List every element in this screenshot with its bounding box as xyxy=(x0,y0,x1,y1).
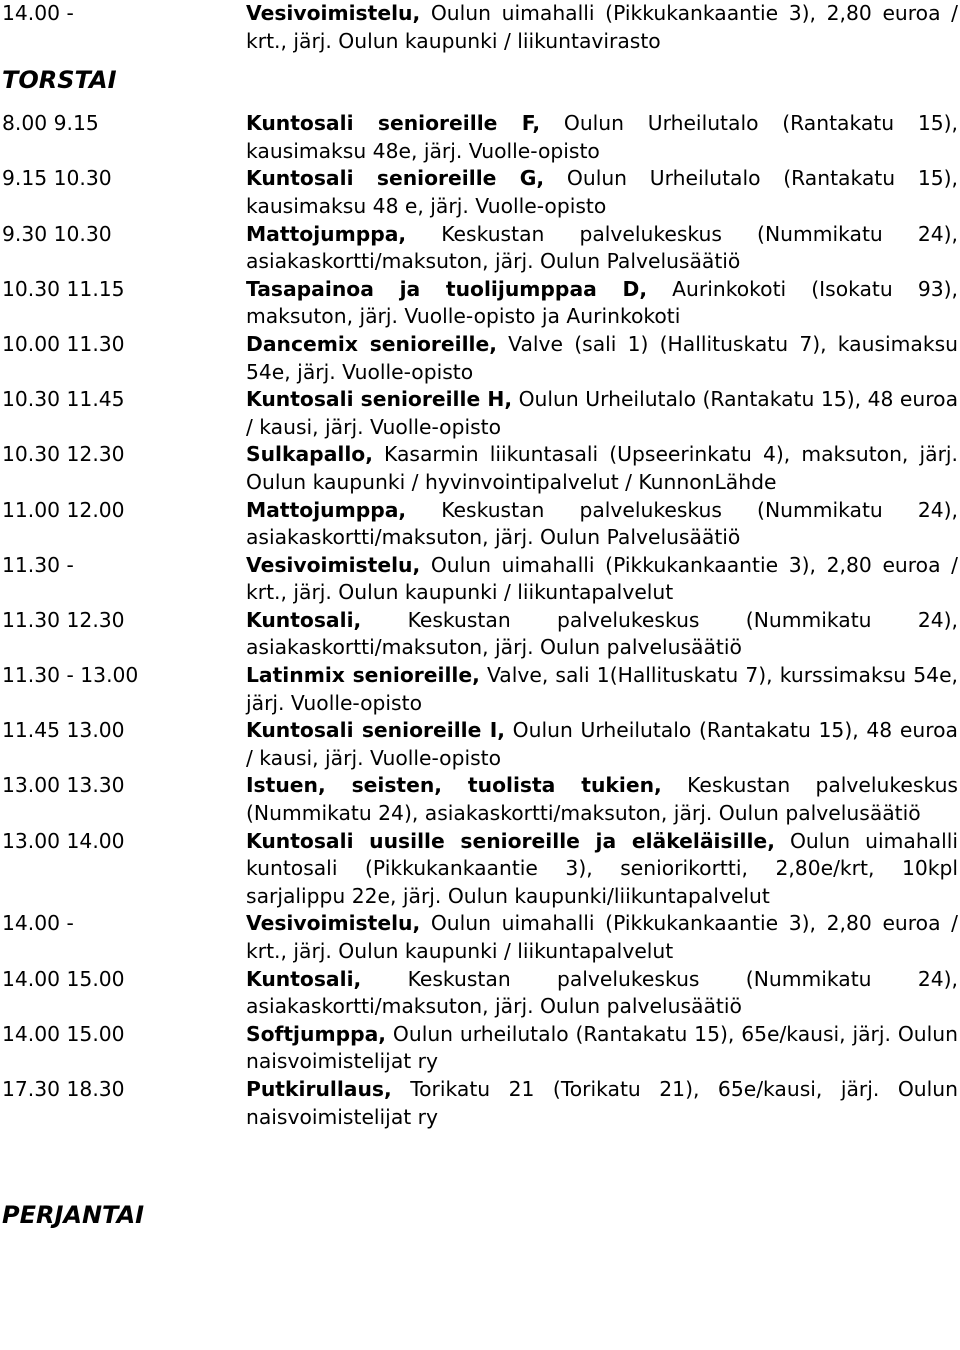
entry-activity: Putkirullaus, xyxy=(246,1076,392,1101)
entry-time: 10.30 12.30 xyxy=(2,442,125,467)
schedule-entry xyxy=(2,110,958,165)
entry-time: 17.30 18.30 xyxy=(2,1076,125,1101)
entry-description xyxy=(246,0,958,55)
entry-description xyxy=(246,221,958,276)
schedule-entry xyxy=(2,966,958,1021)
schedule-entry xyxy=(2,441,958,496)
schedule-entry xyxy=(2,910,958,965)
entry-time: 11.30 - 13.00 xyxy=(2,663,139,688)
entry-description xyxy=(246,497,958,552)
entry-time: 13.00 13.30 xyxy=(2,773,125,798)
entry-time: 14.00 15.00 xyxy=(2,1021,125,1046)
entry-time: 9.30 10.30 xyxy=(2,221,112,246)
entry-detail: Oulun Urheilutalo (Rantakatu 15), 48 euroa / kausi, järj. Vuolle-opisto xyxy=(246,387,958,439)
entry-activity: Kuntosali senioreille I, xyxy=(246,718,505,743)
entry-activity: Tasapainoa ja tuolijumppaa D, xyxy=(246,276,648,301)
schedule-entry xyxy=(2,221,958,276)
entry-activity: Istuen, seisten, tuolista tukien, xyxy=(246,773,662,798)
entry-detail: Oulun uimahalli (Pikkukankaantie 3), 2,80 euroa / krt., järj. Oulun kaupunki / liikuntapalvelut xyxy=(246,911,958,963)
day-heading-friday: PERJANTAI xyxy=(2,1201,145,1230)
entry-detail: Oulun Urheilutalo (Rantakatu 15), kausimaksu 48 e, järj. Vuolle-opisto xyxy=(246,166,958,218)
entry-description xyxy=(246,386,958,441)
entry-activity: Kuntosali senioreille F, xyxy=(246,111,541,136)
entry-time: 10.30 11.45 xyxy=(2,387,125,412)
entry-description xyxy=(246,910,958,965)
schedule-entry xyxy=(2,772,958,827)
entry-description xyxy=(246,331,958,386)
schedule-entry xyxy=(2,662,958,717)
entry-activity: Softjumppa, xyxy=(246,1021,387,1046)
entry-time: 11.30 - xyxy=(2,552,74,577)
entry-activity: Kuntosali senioreille H, xyxy=(246,387,513,412)
entry-time: 13.00 14.00 xyxy=(2,828,125,853)
schedule-entry xyxy=(2,276,958,331)
entry-time: 11.00 12.00 xyxy=(2,497,125,522)
entry-description xyxy=(246,1021,958,1076)
entry-activity: Vesivoimistelu, xyxy=(246,911,421,936)
schedule-entry xyxy=(2,552,958,607)
entry-activity: Kuntosali senioreille G, xyxy=(246,166,545,191)
schedule-entry xyxy=(2,386,958,441)
entry-activity: Kuntosali uusille senioreille ja eläkeläisille, xyxy=(246,828,775,853)
entry-detail: Keskustan palvelukeskus (Nummikatu 24), asiakaskortti/maksuton, järj. Oulun palvelusäätiö xyxy=(246,966,959,1019)
entry-detail: Keskustan palvelukeskus (Nummikatu 24), asiakaskortti/maksuton, järj. Oulun palvelusäätiö xyxy=(246,607,959,660)
entry-description xyxy=(246,165,958,220)
entry-activity: Mattojumppa, xyxy=(246,497,407,522)
entry-time: 11.30 12.30 xyxy=(2,607,125,632)
entry-description xyxy=(246,772,958,827)
entry-time: 14.00 - xyxy=(2,911,74,936)
entry-time: 14.00 15.00 xyxy=(2,966,125,991)
entry-detail: Keskustan palvelukeskus (Nummikatu 24), asiakaskortti/maksuton, järj. Oulun Palvelusäätiö xyxy=(246,497,958,550)
day-heading-thursday: TORSTAI xyxy=(2,66,117,95)
entry-detail: Valve (sali 1) (Hallituskatu 7), kausimaksu 54e, järj. Vuolle-opisto xyxy=(246,331,959,384)
entry-activity: Mattojumppa, xyxy=(246,221,407,246)
schedule-entry xyxy=(2,717,958,772)
schedule-entry xyxy=(2,1021,958,1076)
entry-activity: Sulkapallo, xyxy=(246,442,373,467)
schedule-entry xyxy=(2,331,958,386)
entry-description xyxy=(246,1076,958,1131)
entry-description xyxy=(246,717,958,772)
entry-activity: Vesivoimistelu, xyxy=(246,552,421,577)
schedule-entry xyxy=(2,0,958,55)
entry-activity: Latinmix senioreille, xyxy=(246,663,480,688)
entry-activity: Kuntosali, xyxy=(246,607,362,632)
entry-description xyxy=(246,110,958,165)
entry-detail: Oulun uimahalli (Pikkukankaantie 3), 2,80 euroa / krt., järj. Oulun kaupunki / liikuntapalvelut xyxy=(246,552,958,605)
entry-detail: Keskustan palvelukeskus (Nummikatu 24), asiakaskortti/maksuton, järj. Oulun palvelusäätiö xyxy=(246,773,958,826)
entry-activity: Dancemix senioreille, xyxy=(246,331,497,356)
entry-description xyxy=(246,441,958,496)
entry-detail: Keskustan palvelukeskus (Nummikatu 24), asiakaskortti/maksuton, järj. Oulun Palvelusäätiö xyxy=(246,221,958,274)
schedule-entry xyxy=(2,1076,958,1131)
entry-description xyxy=(246,276,958,331)
entry-description xyxy=(246,662,958,717)
entry-activity: Vesivoimistelu, xyxy=(246,1,421,25)
entry-detail: Oulun urheilutalo (Rantakatu 15), 65e/kausi, järj. Oulun naisvoimistelijat ry xyxy=(246,1021,958,1074)
schedule-entry xyxy=(2,497,958,552)
entry-time: 10.00 11.30 xyxy=(2,331,125,356)
entry-description xyxy=(246,966,958,1021)
entry-detail: Valve, sali 1(Hallituskatu 7), kurssimaksu 54e, järj. Vuolle-opisto xyxy=(246,663,959,715)
schedule-entry xyxy=(2,607,958,662)
entry-time: 10.30 11.15 xyxy=(2,276,125,301)
entry-detail: Oulun uimahalli kuntosali (Pikkukankaantie 3), seniorikortti, 2,80e/krt, 10kpl sarjalippu 22e, järj. Oulun kaupunki/liikuntapalvelut xyxy=(246,828,959,908)
entry-detail: Oulun uimahalli (Pikkukankaantie 3), 2,80 euroa / krt., järj. Oulun kaupunki / liikuntavirasto xyxy=(246,1,958,53)
entry-description xyxy=(246,828,958,911)
entry-description xyxy=(246,552,958,607)
entry-time: 14.00 - xyxy=(2,1,74,25)
entry-detail: Oulun Urheilutalo (Rantakatu 15), kausimaksu 48e, järj. Vuolle-opisto xyxy=(246,111,959,163)
entry-time: 9.15 10.30 xyxy=(2,166,112,191)
entry-time: 11.45 13.00 xyxy=(2,718,125,743)
entry-detail: Kasarmin liikuntasali (Upseerinkatu 4), maksuton, järj. Oulun kaupunki / hyvinvointipalvelut / KunnonLähde xyxy=(246,442,958,494)
entry-detail: Torikatu 21 (Torikatu 21), 65e/kausi, järj. Oulun naisvoimistelijat ry xyxy=(246,1076,958,1129)
schedule-entry xyxy=(2,165,958,220)
entry-description xyxy=(246,607,958,662)
thursday-schedule-list xyxy=(2,110,958,1131)
entry-activity: Kuntosali, xyxy=(246,966,362,991)
entry-detail: Oulun Urheilutalo (Rantakatu 15), 48 euroa / kausi, järj. Vuolle-opisto xyxy=(246,718,958,770)
entry-time: 8.00 9.15 xyxy=(2,111,99,136)
entry-detail: Aurinkokoti (Isokatu 93), maksuton, järj. Vuolle-opisto ja Aurinkokoti xyxy=(246,276,958,329)
schedule-page xyxy=(2,0,958,1230)
schedule-entry xyxy=(2,828,958,911)
